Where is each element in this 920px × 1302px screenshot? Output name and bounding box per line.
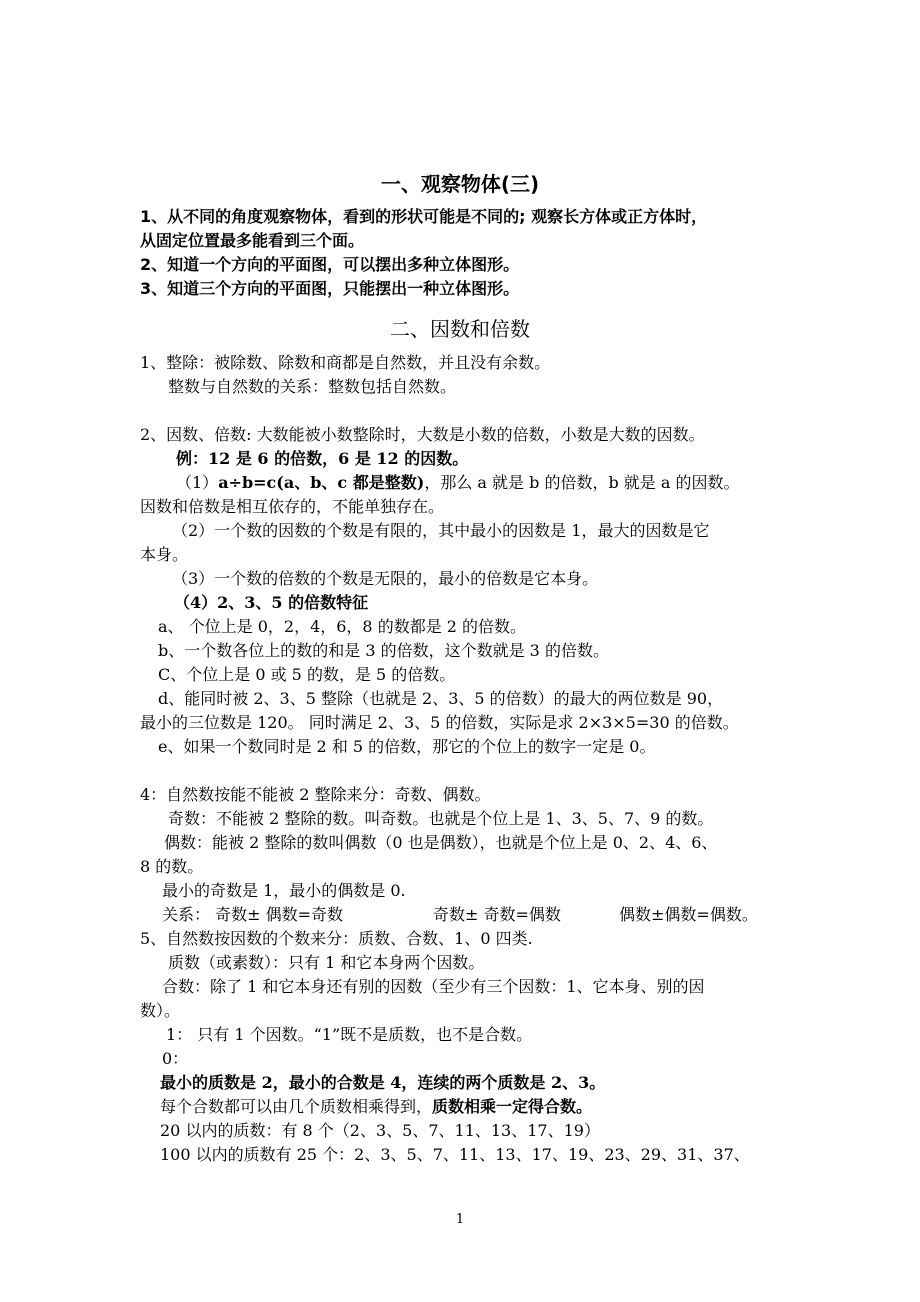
text-line: b、一个数各位上的数的和是 3 的倍数，这个数就是 3 的倍数。 [158, 641, 609, 660]
text-span: ，那么 a 就是 b 的倍数，b 就是 a 的因数。 [424, 473, 740, 492]
text-line: 100 以内的质数有 25 个：2、3、5、7、11、13、17、19、23、29、31、37、 [160, 1145, 750, 1164]
text-line: 整数与自然数的关系：整数包括自然数。 [168, 377, 457, 396]
text-line: 8 的数。 [140, 857, 204, 876]
text-line: （3）一个数的倍数的个数是无限的，最小的倍数是它本身。 [172, 569, 599, 588]
text-line: 20 以内的质数：有 8 个（2、3、5、7、11、13、17、19） [160, 1121, 600, 1140]
text-span: （1） [176, 473, 219, 492]
text-line: 合数：除了 1 和它本身还有别的因数（至少有三个因数：1、它本身、别的因 [162, 977, 705, 996]
text-line: 2、因数、倍数: 大数能被小数整除时，大数是小数的倍数，小数是大数的因数。 [140, 425, 705, 444]
text-line [160, 1096, 592, 1118]
text-line: 1、从不同的角度观察物体，看到的形状可能是不同的; 观察长方体或正方体时， [140, 207, 708, 226]
text-line: （2）一个数的因数的个数是有限的，其中最小的因数是 1，最大的因数是它 [172, 521, 710, 540]
text-line: 最小的奇数是 1，最小的偶数是 0. [162, 881, 406, 900]
text-line: 关系： 奇数± 偶数=奇数 [162, 905, 343, 924]
text-line: 因数和倍数是相互依存的，不能单独存在。 [140, 497, 445, 516]
text-line: 从固定位置最多能看到三个面。 [140, 231, 365, 250]
text-line: 奇数：不能被 2 整除的数。叫奇数。也就是个位上是 1、3、5、7、9 的数。 [168, 809, 714, 828]
text-line: 3、知道三个方向的平面图，只能摆出一种立体图形。 [140, 279, 520, 298]
text-line: 5、自然数按因数的个数来分：质数、合数、1、0 四类. [140, 929, 533, 948]
section-title-observing-objects: 一、观察物体(三) [380, 172, 540, 196]
text-span: 每个合数都可以由几个质数相乘得到， [160, 1097, 433, 1116]
text-line: 偶数：能被 2 整除的数叫偶数（0 也是偶数），也就是个位上是 0、2、4、6、 [164, 833, 718, 852]
text-line: 数）。 [140, 1001, 181, 1020]
text-line: 本身。 [140, 545, 189, 564]
text-span-bold: a÷b=c(a、b、c 都是整数) [218, 473, 425, 492]
text-line [176, 472, 739, 494]
text-line: 2、知道一个方向的平面图，可以摆出多种立体图形。 [140, 255, 520, 274]
text-line: 奇数± 奇数=偶数 [433, 905, 561, 924]
text-line: C、个位上是 0 或 5 的数，是 5 的倍数。 [158, 665, 456, 684]
page-number: 1 [455, 1212, 465, 1227]
text-line: 0： [162, 1049, 189, 1068]
text-line: 偶数±偶数=偶数。 [619, 905, 758, 924]
text-line: 1： 只有 1 个因数。“1”既不是质数，也不是合数。 [166, 1025, 533, 1044]
text-line: 质数（或素数）：只有 1 和它本身两个因数。 [168, 953, 485, 972]
text-line: e、如果一个数同时是 2 和 5 的倍数，那它的个位上的数字一定是 0。 [158, 737, 656, 756]
text-span-bold: 质数相乘一定得合数。 [432, 1097, 593, 1116]
text-line: （4）2、3、5 的倍数特征 [174, 593, 369, 612]
text-line: a、 个位上是 0，2，4，6，8 的数都是 2 的倍数。 [158, 617, 527, 636]
text-line: 例：12 是 6 的倍数，6 是 12 的因数。 [176, 449, 469, 468]
text-line: 最小的三位数是 120。 同时满足 2、3、5 的倍数，实际是求 2×3×5=30 的倍数。 [140, 713, 739, 732]
section-title-factors-multiples: 二、因数和倍数 [390, 317, 530, 341]
text-line: 1、整除：被除数、除数和商都是自然数，并且没有余数。 [140, 353, 551, 372]
text-line: d、能同时被 2、3、5 整除（也就是 2、3、5 的倍数）的最大的两位数是 90， [158, 689, 724, 708]
text-line: 最小的质数是 2，最小的合数是 4，连续的两个质数是 2、3。 [160, 1073, 606, 1092]
text-line: 4：自然数按能不能被 2 整除来分：奇数、偶数。 [140, 785, 491, 804]
